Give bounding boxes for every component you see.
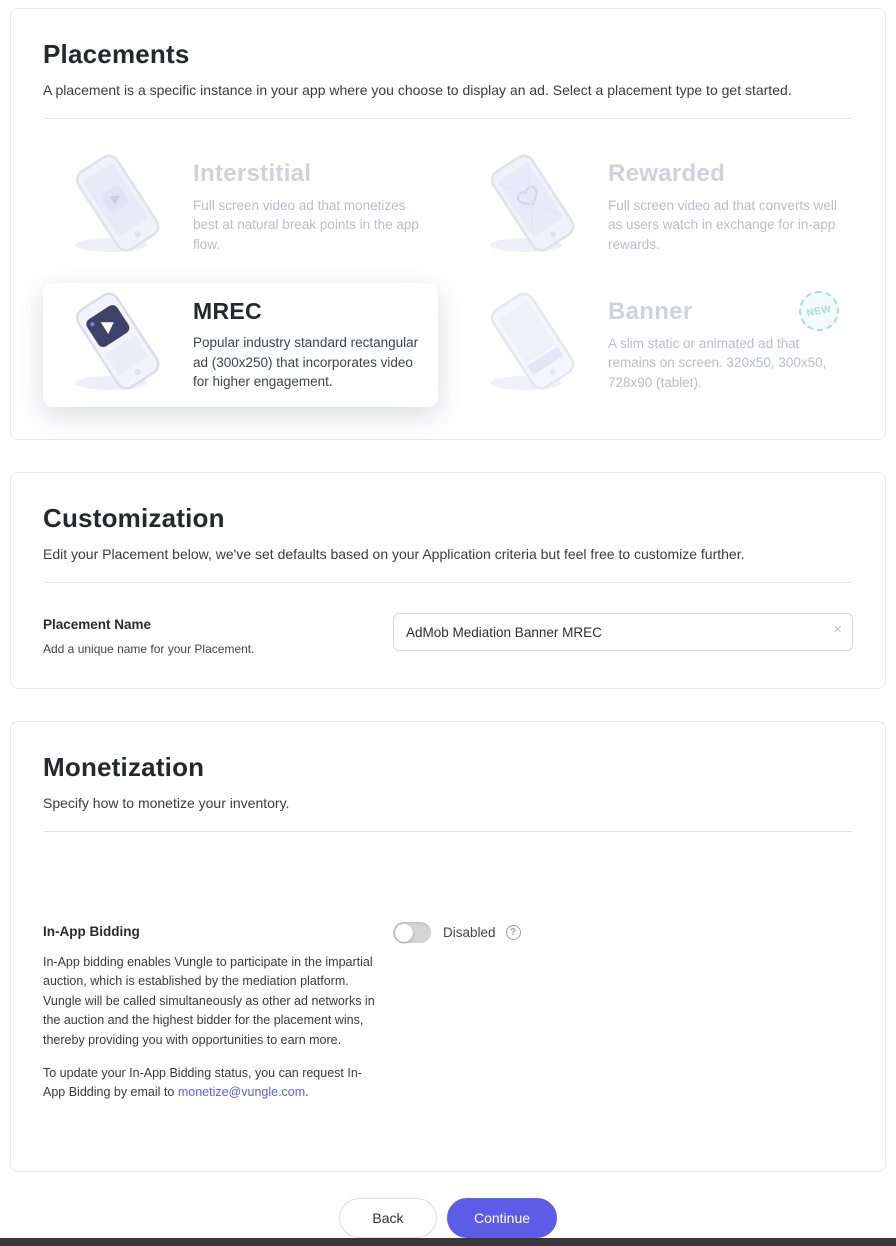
placement-name-row [43,613,853,656]
clear-input-icon[interactable]: × [833,621,842,638]
placement-option-text [193,160,422,255]
monetization-subtitle: Specify how to monetize your inventory. [43,795,290,811]
placements-title: Placements [43,39,190,69]
placement-option-title: Banner [608,297,693,325]
customization-title: Customization [43,503,225,533]
placement-option-text [193,298,422,392]
placement-name-input-wrap [393,613,853,651]
placements-card [10,8,886,440]
placements-subtitle: A placement is a specific instance in your app where you choose to display an ad. Select a placement type to get started. [43,82,792,98]
placement-name-help: Add a unique name for your Placement. [43,642,255,656]
in-app-bidding-label: In-App Bidding [43,924,140,939]
monetization-divider [43,831,853,832]
mrec-phone-icon [59,295,179,395]
placement-option-description: Full screen video ad that converts well as users watch in exchange for in-app rewards. [608,197,837,252]
placement-option-banner[interactable] [458,283,853,407]
placement-grid [43,145,853,407]
bottom-bar [0,1238,896,1246]
in-app-bidding-status: Disabled [443,925,496,940]
interstitial-phone-icon [59,157,179,257]
in-app-bidding-row [43,924,853,1139]
placement-option-description: Full screen video ad that monetizes best at natural break points in the app flow. [193,197,419,252]
in-app-bidding-update-note [43,1064,375,1103]
in-app-bidding-description: In-App bidding enables Vungle to participate in the impartial auction, which is established by the mediation platform. Vungle will be called simultaneously as other ad networks in the auction and the highest bidder for the placement wins, thereby providing you with opportunities to earn more. [43,955,375,1047]
placement-option-description: Popular industry standard rectangular ad (300x250) that incorporates video for higher engagement. [193,335,419,390]
in-app-bidding-info [43,924,393,1103]
in-app-bidding-update-text: To update your In-App Bidding status, you can request In-App Bidding by email to [43,1065,362,1100]
toggle-knob [395,924,413,942]
update-note-period: . [305,1085,309,1100]
in-app-bidding-toggle[interactable] [393,922,431,943]
placement-option-interstitial[interactable] [43,145,438,269]
placement-name-input[interactable] [393,613,853,651]
placement-option-rewarded[interactable] [458,145,853,269]
new-badge: NEW [796,288,842,334]
continue-button[interactable]: Continue [447,1198,557,1238]
banner-phone-icon [474,295,594,395]
placements-divider [43,118,853,119]
placement-option-title: Rewarded [608,159,726,187]
footer-buttons [0,1198,896,1238]
placement-option-title: Interstitial [193,159,312,187]
placement-name-label-block [43,613,393,656]
placement-option-mrec[interactable] [43,283,438,407]
placement-option-description: A slim static or animated ad that remains on screen. 320x50, 300x50, 728x90 (tablet). [608,335,827,390]
rewarded-phone-icon [474,157,594,257]
customization-subtitle: Edit your Placement below, we've set defaults based on your Application criteria but feel free to customize further. [43,546,745,562]
in-app-bidding-control [393,922,521,943]
customization-card [10,472,886,689]
monetize-email-link[interactable]: monetize@vungle.com [177,1085,306,1100]
help-icon[interactable]: ? [506,925,521,940]
placement-option-text [608,160,837,255]
customization-divider [43,582,853,583]
monetization-title: Monetization [43,752,205,782]
placement-option-title: MREC [193,298,262,325]
placement-name-label: Placement Name [43,617,152,632]
back-button[interactable]: Back [339,1198,437,1238]
monetization-card [10,721,886,1172]
